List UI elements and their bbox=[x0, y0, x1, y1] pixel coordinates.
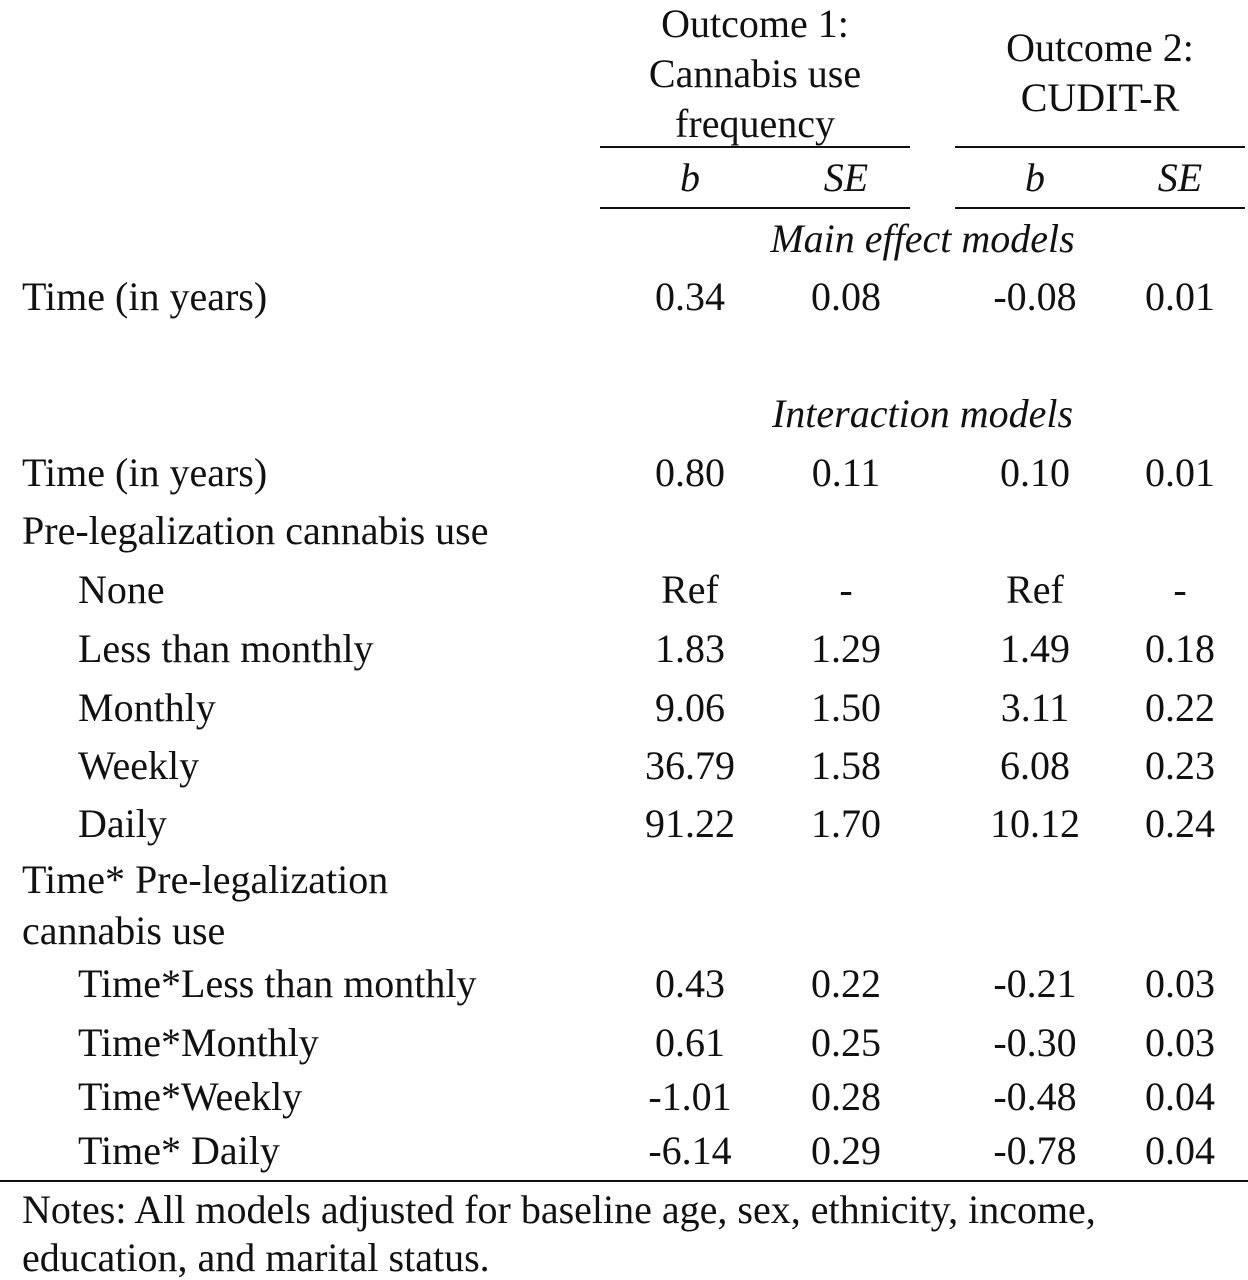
row-label-main-time: Time (in years) bbox=[22, 274, 268, 319]
cell-daily-b2: 10.12 bbox=[990, 801, 1080, 846]
cell-none-se2: - bbox=[1173, 567, 1187, 612]
cell-daily-b1: 91.22 bbox=[645, 801, 735, 846]
cell-main-time-b1: 0.34 bbox=[655, 274, 725, 319]
cell-t-monthly-se2: 0.03 bbox=[1145, 1020, 1215, 1065]
cell-weekly-se2: 0.23 bbox=[1145, 743, 1215, 788]
outcome1-header-line3: frequency bbox=[675, 101, 835, 146]
cell-less-b1: 1.83 bbox=[655, 626, 725, 671]
row-label-time-pre-line2: cannabis use bbox=[22, 908, 226, 953]
subheader-b-1: b bbox=[680, 155, 700, 200]
table-bottom-rule bbox=[0, 1180, 1248, 1182]
cell-t-weekly-b1: -1.01 bbox=[648, 1074, 732, 1119]
cell-less-b2: 1.49 bbox=[1000, 626, 1070, 671]
cell-t-weekly-se1: 0.28 bbox=[811, 1074, 881, 1119]
cell-t-daily-se1: 0.29 bbox=[811, 1128, 881, 1173]
cell-t-daily-se2: 0.04 bbox=[1145, 1128, 1215, 1173]
cell-none-se1: - bbox=[839, 567, 853, 612]
cell-int-time-b2: 0.10 bbox=[1000, 450, 1070, 495]
row-label-time-pre-line1: Time* Pre-legalization bbox=[22, 857, 389, 902]
cell-less-se2: 0.18 bbox=[1145, 626, 1215, 671]
outcome1-rule bbox=[600, 146, 910, 148]
cell-t-less-se1: 0.22 bbox=[811, 961, 881, 1006]
cell-t-monthly-se1: 0.25 bbox=[811, 1020, 881, 1065]
cell-int-time-se2: 0.01 bbox=[1145, 450, 1215, 495]
cell-main-time-se2: 0.01 bbox=[1145, 274, 1215, 319]
row-label-time-monthly: Time*Monthly bbox=[78, 1020, 319, 1065]
cell-daily-se1: 1.70 bbox=[811, 801, 881, 846]
section-interaction: Interaction models bbox=[771, 391, 1074, 436]
row-label-time-weekly: Time*Weekly bbox=[78, 1074, 303, 1119]
outcome2-header-line1: Outcome 2: bbox=[1006, 25, 1194, 70]
row-label-time-daily: Time* Daily bbox=[78, 1128, 280, 1173]
cell-none-b2: Ref bbox=[1006, 567, 1064, 612]
row-label-monthly: Monthly bbox=[78, 685, 216, 730]
cell-t-monthly-b2: -0.30 bbox=[993, 1020, 1077, 1065]
row-label-daily: Daily bbox=[78, 801, 167, 846]
subheader-rule-2 bbox=[955, 207, 1245, 209]
cell-monthly-b1: 9.06 bbox=[655, 685, 725, 730]
cell-t-less-se2: 0.03 bbox=[1145, 961, 1215, 1006]
row-label-weekly: Weekly bbox=[78, 743, 200, 788]
cell-weekly-se1: 1.58 bbox=[811, 743, 881, 788]
table-notes-line1: Notes: All models adjusted for baseline age, sex, ethnicity, income, bbox=[22, 1187, 1096, 1232]
cell-t-less-b1: 0.43 bbox=[655, 961, 725, 1006]
cell-main-time-se1: 0.08 bbox=[811, 274, 881, 319]
cell-t-monthly-b1: 0.61 bbox=[655, 1020, 725, 1065]
row-label-time-less: Time*Less than monthly bbox=[78, 961, 477, 1006]
outcome1-header-line1: Outcome 1: bbox=[661, 1, 849, 46]
cell-main-time-b2: -0.08 bbox=[993, 274, 1077, 319]
cell-t-daily-b2: -0.78 bbox=[993, 1128, 1077, 1173]
row-label-none: None bbox=[78, 567, 165, 612]
row-label-int-time: Time (in years) bbox=[22, 450, 268, 495]
cell-weekly-b2: 6.08 bbox=[1000, 743, 1070, 788]
cell-monthly-se1: 1.50 bbox=[811, 685, 881, 730]
row-label-less-than-monthly: Less than monthly bbox=[78, 626, 374, 671]
cell-monthly-se2: 0.22 bbox=[1145, 685, 1215, 730]
cell-none-b1: Ref bbox=[661, 567, 719, 612]
row-label-pre-legalization: Pre-legalization cannabis use bbox=[22, 508, 489, 553]
cell-daily-se2: 0.24 bbox=[1145, 801, 1215, 846]
subheader-se-2: SE bbox=[1157, 155, 1203, 200]
cell-t-weekly-se2: 0.04 bbox=[1145, 1074, 1215, 1119]
table-notes-line2: education, and marital status. bbox=[22, 1235, 490, 1280]
cell-int-time-se1: 0.11 bbox=[811, 450, 881, 495]
outcome1-header-line2: Cannabis use bbox=[648, 51, 862, 96]
cell-weekly-b1: 36.79 bbox=[645, 743, 735, 788]
cell-int-time-b1: 0.80 bbox=[655, 450, 725, 495]
outcome2-rule bbox=[955, 146, 1245, 148]
outcome2-header-line2: CUDIT-R bbox=[1020, 75, 1180, 120]
section-main-effect: Main effect models bbox=[770, 216, 1075, 261]
cell-t-less-b2: -0.21 bbox=[993, 961, 1077, 1006]
cell-monthly-b2: 3.11 bbox=[1000, 685, 1070, 730]
cell-t-daily-b1: -6.14 bbox=[648, 1128, 732, 1173]
cell-t-weekly-b2: -0.48 bbox=[993, 1074, 1077, 1119]
subheader-se-1: SE bbox=[823, 155, 869, 200]
subheader-rule-1 bbox=[600, 207, 910, 209]
subheader-b-2: b bbox=[1025, 155, 1045, 200]
cell-less-se1: 1.29 bbox=[811, 626, 881, 671]
